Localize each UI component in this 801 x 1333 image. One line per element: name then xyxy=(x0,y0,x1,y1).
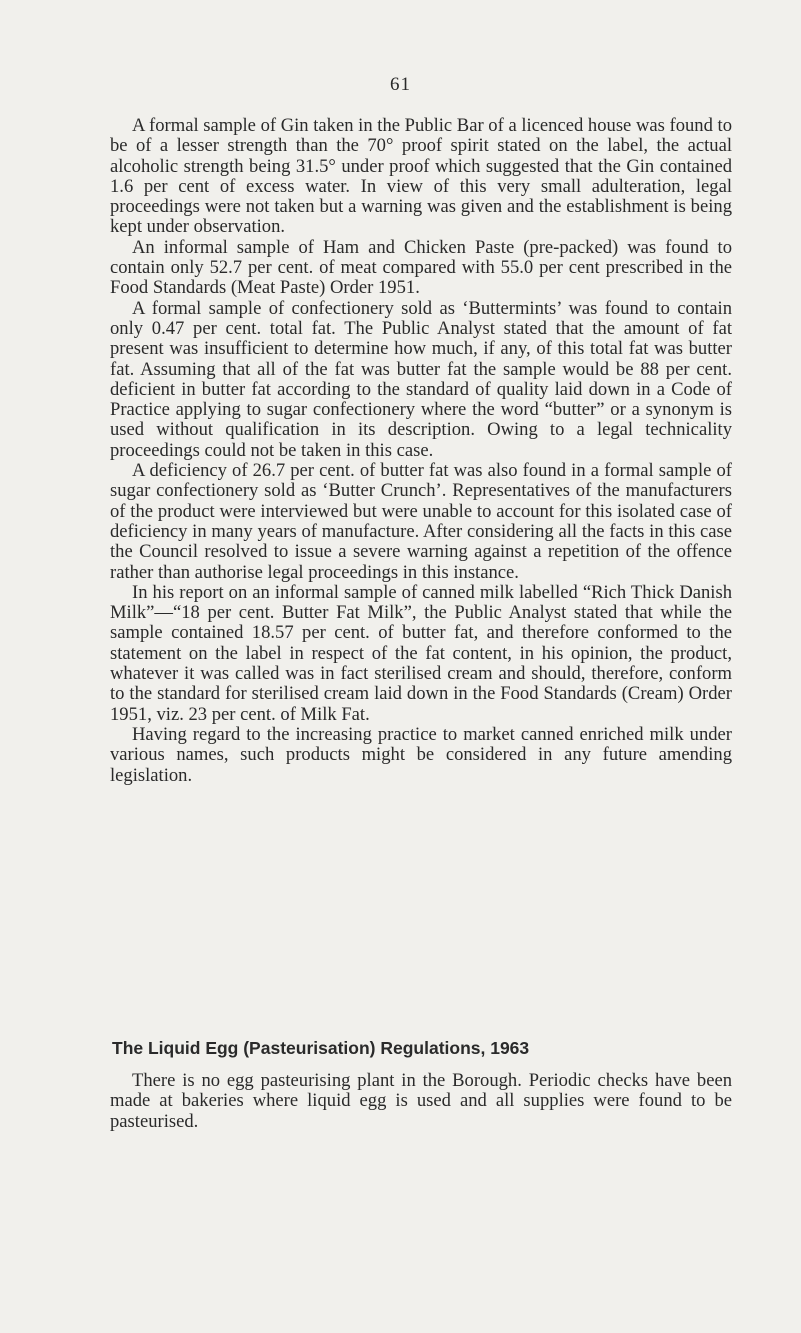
paragraph-canned-milk: In his report on an informal sample of canned milk labelled “Rich Thick Danish Milk”—“18 per cent. Butter Fat Milk”, the Public Analyst stated that while the sample contained 18.57 per cent. of butter fat, and therefore conformed to the statement on the label in respect of the fat content, in his opinion, the product, whatever it was called was in fact sterilised cream and should, therefore, conform to the standard for sterilised cream laid down in the Food Standards (Cream) Order 1951, viz. 23 per cent. of Milk Fat. xyxy=(110,581,732,725)
paragraph-butter-crunch: A deficiency of 26.7 per cent. of butter fat was also found in a formal sample of sugar confectionery sold as ‘Butter Crunch’. Representatives of the manufacturers of the product were interviewed but were unable to account for this isolated case of deficiency in many years of manufacture. After considering all the facts in this case the Council resolved to issue a severe warning against a repetition of the offence rather than authorise legal proceedings in this instance. xyxy=(110,460,732,583)
paragraph-meat-paste: An informal sample of Ham and Chicken Paste (pre-packed) was found to contain only 52.7 per cent. of meat compared with 55.0 per cent prescribed in the Food Standards (Meat Paste) Order 1951. xyxy=(110,236,732,299)
paragraph-gin-sample: A formal sample of Gin taken in the Public Bar of a licenced house was found to be of a lesser strength than the 70° proof spirit stated on the label, the actual alcoholic strength being 31.5° under proof which suggested that the Gin contained 1.6 per cent of excess water. In view of this very small adulteration, legal proceedings were not taken but a warning was given and the establishment is being kept under observation. xyxy=(110,115,733,238)
body-text xyxy=(110,116,732,786)
page-number: 61 xyxy=(390,74,411,95)
paragraph-legislation: Having regard to the increasing practice to market canned enriched milk under various names, such products might be considered in any future amending legislation. xyxy=(110,723,732,786)
section-heading: The Liquid Egg (Pasteurisation) Regulations, 1963 xyxy=(112,1038,530,1058)
section-body-text xyxy=(110,1071,732,1132)
paragraph-buttermints: A formal sample of confectionery sold as ‘Buttermints’ was found to contain only 0.47 per cent. total fat. The Public Analyst stated that the amount of fat present was insufficient to determine how much, if any, of this total fat was butter fat. Assuming that all of the fat was butter fat the sample would be 88 per cent. deficient in butter fat according to the standard of quality laid down in a Code of Practice applying to sugar confectionery where the word “butter” or a synonym is used without qualification in its description. Owing to a legal technicality proceedings could not be taken in this case. xyxy=(110,297,732,461)
paragraph-liquid-egg: There is no egg pasteurising plant in the Borough. Periodic checks have been made at bakeries where liquid egg is used and all supplies were found to be pasteurised. xyxy=(110,1070,732,1132)
